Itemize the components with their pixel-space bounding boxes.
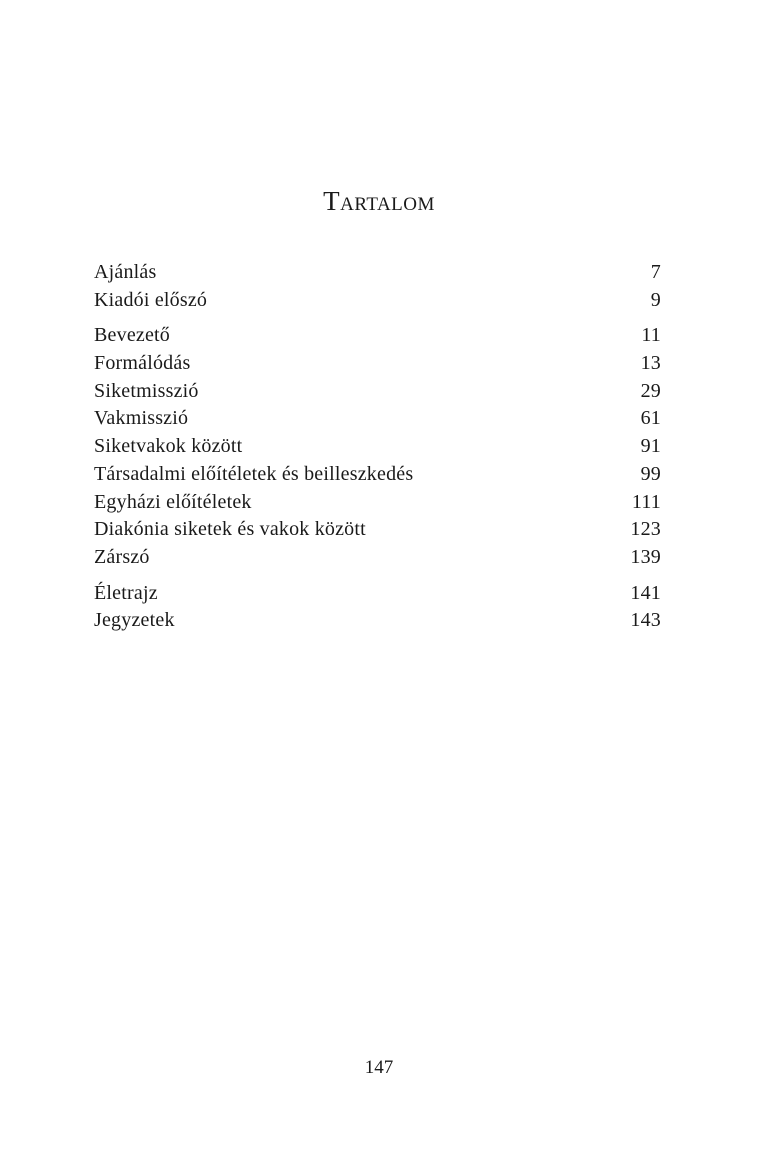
toc-entry-title: Ajánlás: [94, 261, 157, 283]
toc-entry: [94, 516, 661, 544]
toc-entry-page: 141: [630, 581, 661, 604]
page-number: 147: [364, 1057, 394, 1078]
toc-entry-page: 99: [640, 462, 661, 485]
toc-entry: [94, 405, 661, 433]
table-of-contents: [94, 259, 661, 643]
toc-entry: [94, 378, 661, 406]
toc-entry-page: 91: [640, 435, 661, 458]
toc-entry: [94, 350, 661, 378]
toc-entry-page: 61: [640, 407, 661, 430]
toc-entry-page: 143: [630, 609, 661, 632]
toc-entry-title: Siketmisszió: [94, 379, 199, 402]
toc-entry: [94, 544, 661, 572]
toc-entry-title: Diakónia siketek és vakok között: [94, 518, 366, 541]
toc-entry-title: Siketvakok között: [94, 435, 243, 458]
toc-entry: [94, 461, 661, 489]
toc-entry: [94, 259, 661, 287]
toc-entry-title: Formálódás: [94, 352, 191, 375]
toc-entry: [94, 489, 661, 517]
toc-entry: [94, 433, 661, 461]
toc-entry-title: Jegyzetek: [94, 609, 175, 632]
toc-entry-page: 123: [630, 518, 661, 541]
page-title: Tartalom: [323, 186, 435, 216]
toc-entry-title: Zárszó: [94, 545, 150, 568]
toc-entry-page: 7: [650, 261, 661, 283]
toc-group-back-matter: [94, 580, 661, 635]
toc-entry-title: Kiadói előszó: [94, 288, 208, 311]
toc-entry: [94, 322, 661, 350]
toc-entry-title: Vakmisszió: [94, 407, 189, 430]
toc-entry-page: 29: [640, 379, 661, 402]
toc-entry-title: Egyházi előítéletek: [94, 490, 252, 513]
toc-entry-title: Társadalmi előítéletek és beilleszkedés: [94, 462, 414, 485]
toc-entry-page: 139: [630, 545, 661, 568]
toc-entry-page: 13: [640, 352, 661, 375]
toc-entry-title: Bevezető: [94, 324, 171, 347]
toc-group-chapters: [94, 322, 661, 571]
toc-entry-page: 11: [641, 324, 661, 347]
toc-entry: [94, 607, 661, 635]
toc-entry: [94, 580, 661, 608]
toc-entry-title: Életrajz: [94, 581, 158, 604]
toc-entry-page: 111: [631, 490, 661, 513]
toc-entry-page: 9: [650, 288, 661, 311]
toc-entry: [94, 287, 661, 315]
toc-group-front-matter: [94, 259, 661, 314]
